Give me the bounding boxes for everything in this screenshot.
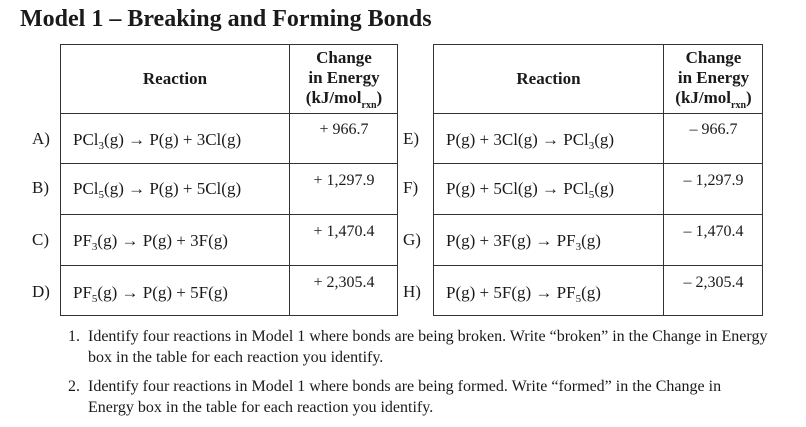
question-number: 1. <box>68 328 80 345</box>
reaction-e <box>446 130 614 152</box>
row-label-e: E) <box>403 129 420 148</box>
reaction-g <box>446 231 601 253</box>
row-label-f: F) <box>403 178 419 197</box>
table-bonds-formed <box>433 44 763 316</box>
header-unit-text: (kJ/mol <box>305 88 362 107</box>
header-reaction: Reaction <box>142 69 208 88</box>
energy-value-d: + 2,305.4 <box>313 274 375 291</box>
question-item <box>68 376 768 418</box>
reactant: PCl <box>73 179 99 198</box>
reaction-a <box>73 130 241 152</box>
row-divider <box>434 163 762 164</box>
subscript: 5 <box>98 189 105 201</box>
row-label-h: H) <box>403 282 421 301</box>
reaction-f <box>446 179 614 201</box>
row-label-c: C) <box>32 230 49 249</box>
row-label-b: B) <box>32 178 49 197</box>
header-unit-close: ) <box>376 88 383 107</box>
question-item <box>68 326 768 368</box>
energy-value-f: – 1,297.9 <box>683 172 744 189</box>
subscript: 5 <box>575 293 582 305</box>
reaction-c <box>73 231 228 253</box>
subscript: 3 <box>575 241 582 253</box>
header-unit-text: (kJ/mol <box>675 88 732 107</box>
energy-value-a: + 966.7 <box>319 121 369 138</box>
reaction-b <box>73 179 241 201</box>
header-unit-close: ) <box>746 88 752 107</box>
question-number: 2. <box>68 378 80 395</box>
question-text: Identify four reactions in Model 1 where bonds are being formed. Write “formed” in the Change in Energy box in the table for each reaction you identify. <box>88 378 722 416</box>
header-change-unit <box>289 88 399 116</box>
row-divider <box>434 265 762 266</box>
reaction-lhs: P(g) + 3F(g) → PF <box>446 231 576 250</box>
row-label-a: A) <box>32 129 50 148</box>
reaction-d <box>73 283 228 305</box>
reaction-tail: (g) <box>594 130 615 149</box>
questions-list <box>68 326 768 426</box>
reaction-h <box>446 283 601 305</box>
row-divider <box>434 214 762 215</box>
reaction-tail: (g) <box>581 231 601 250</box>
row-divider <box>61 214 397 215</box>
subscript: 3 <box>91 241 98 253</box>
reaction-lhs: P(g) + 5Cl(g) → PCl <box>446 179 589 198</box>
header-change-line: Change <box>685 48 742 67</box>
header-unit-sub: rxn <box>361 100 377 111</box>
reactant: PCl <box>73 130 99 149</box>
reactant: PF <box>73 231 92 250</box>
energy-value-c: + 1,470.4 <box>313 223 375 240</box>
header-reaction: Reaction <box>516 69 581 88</box>
question-text: Identify four reactions in Model 1 where bonds are being broken. Write “broken” in the Change in Energy box in the table for each reaction you identify. <box>88 328 768 366</box>
reaction-tail: (g) <box>594 179 615 198</box>
subscript: 3 <box>588 140 595 152</box>
reaction-rest: (g) → P(g) + 3Cl(g) <box>104 130 242 149</box>
energy-value-b: + 1,297.9 <box>313 172 375 189</box>
header-change-unit <box>663 88 764 116</box>
header-change-in-energy <box>289 48 399 116</box>
energy-value-h: – 2,305.4 <box>683 274 744 291</box>
reaction-rest: (g) → P(g) + 5F(g) <box>97 283 228 302</box>
energy-value-e: – 966.7 <box>689 121 738 138</box>
subscript: 3 <box>98 140 105 152</box>
reactant: PF <box>73 283 92 302</box>
reaction-rest: (g) → P(g) + 5Cl(g) <box>104 179 242 198</box>
reaction-rest: (g) → P(g) + 3F(g) <box>97 231 228 250</box>
header-change-in-energy <box>663 48 764 116</box>
row-divider <box>61 265 397 266</box>
reaction-tail: (g) <box>581 283 601 302</box>
header-unit-sub: rxn <box>731 100 747 111</box>
page-title: Model 1 – Breaking and Forming Bonds <box>20 6 432 32</box>
row-divider <box>61 163 397 164</box>
reaction-lhs: P(g) + 3Cl(g) → PCl <box>446 130 589 149</box>
subscript: 5 <box>588 189 595 201</box>
header-change-line: Change <box>316 48 372 67</box>
reaction-lhs: P(g) + 5F(g) → PF <box>446 283 576 302</box>
table-bonds-broken <box>60 44 398 316</box>
header-change-line: in Energy <box>677 68 750 87</box>
row-label-d: D) <box>32 282 50 301</box>
subscript: 5 <box>91 293 98 305</box>
row-label-g: G) <box>403 230 421 249</box>
header-change-line: in Energy <box>308 68 380 87</box>
energy-value-g: – 1,470.4 <box>683 223 744 240</box>
